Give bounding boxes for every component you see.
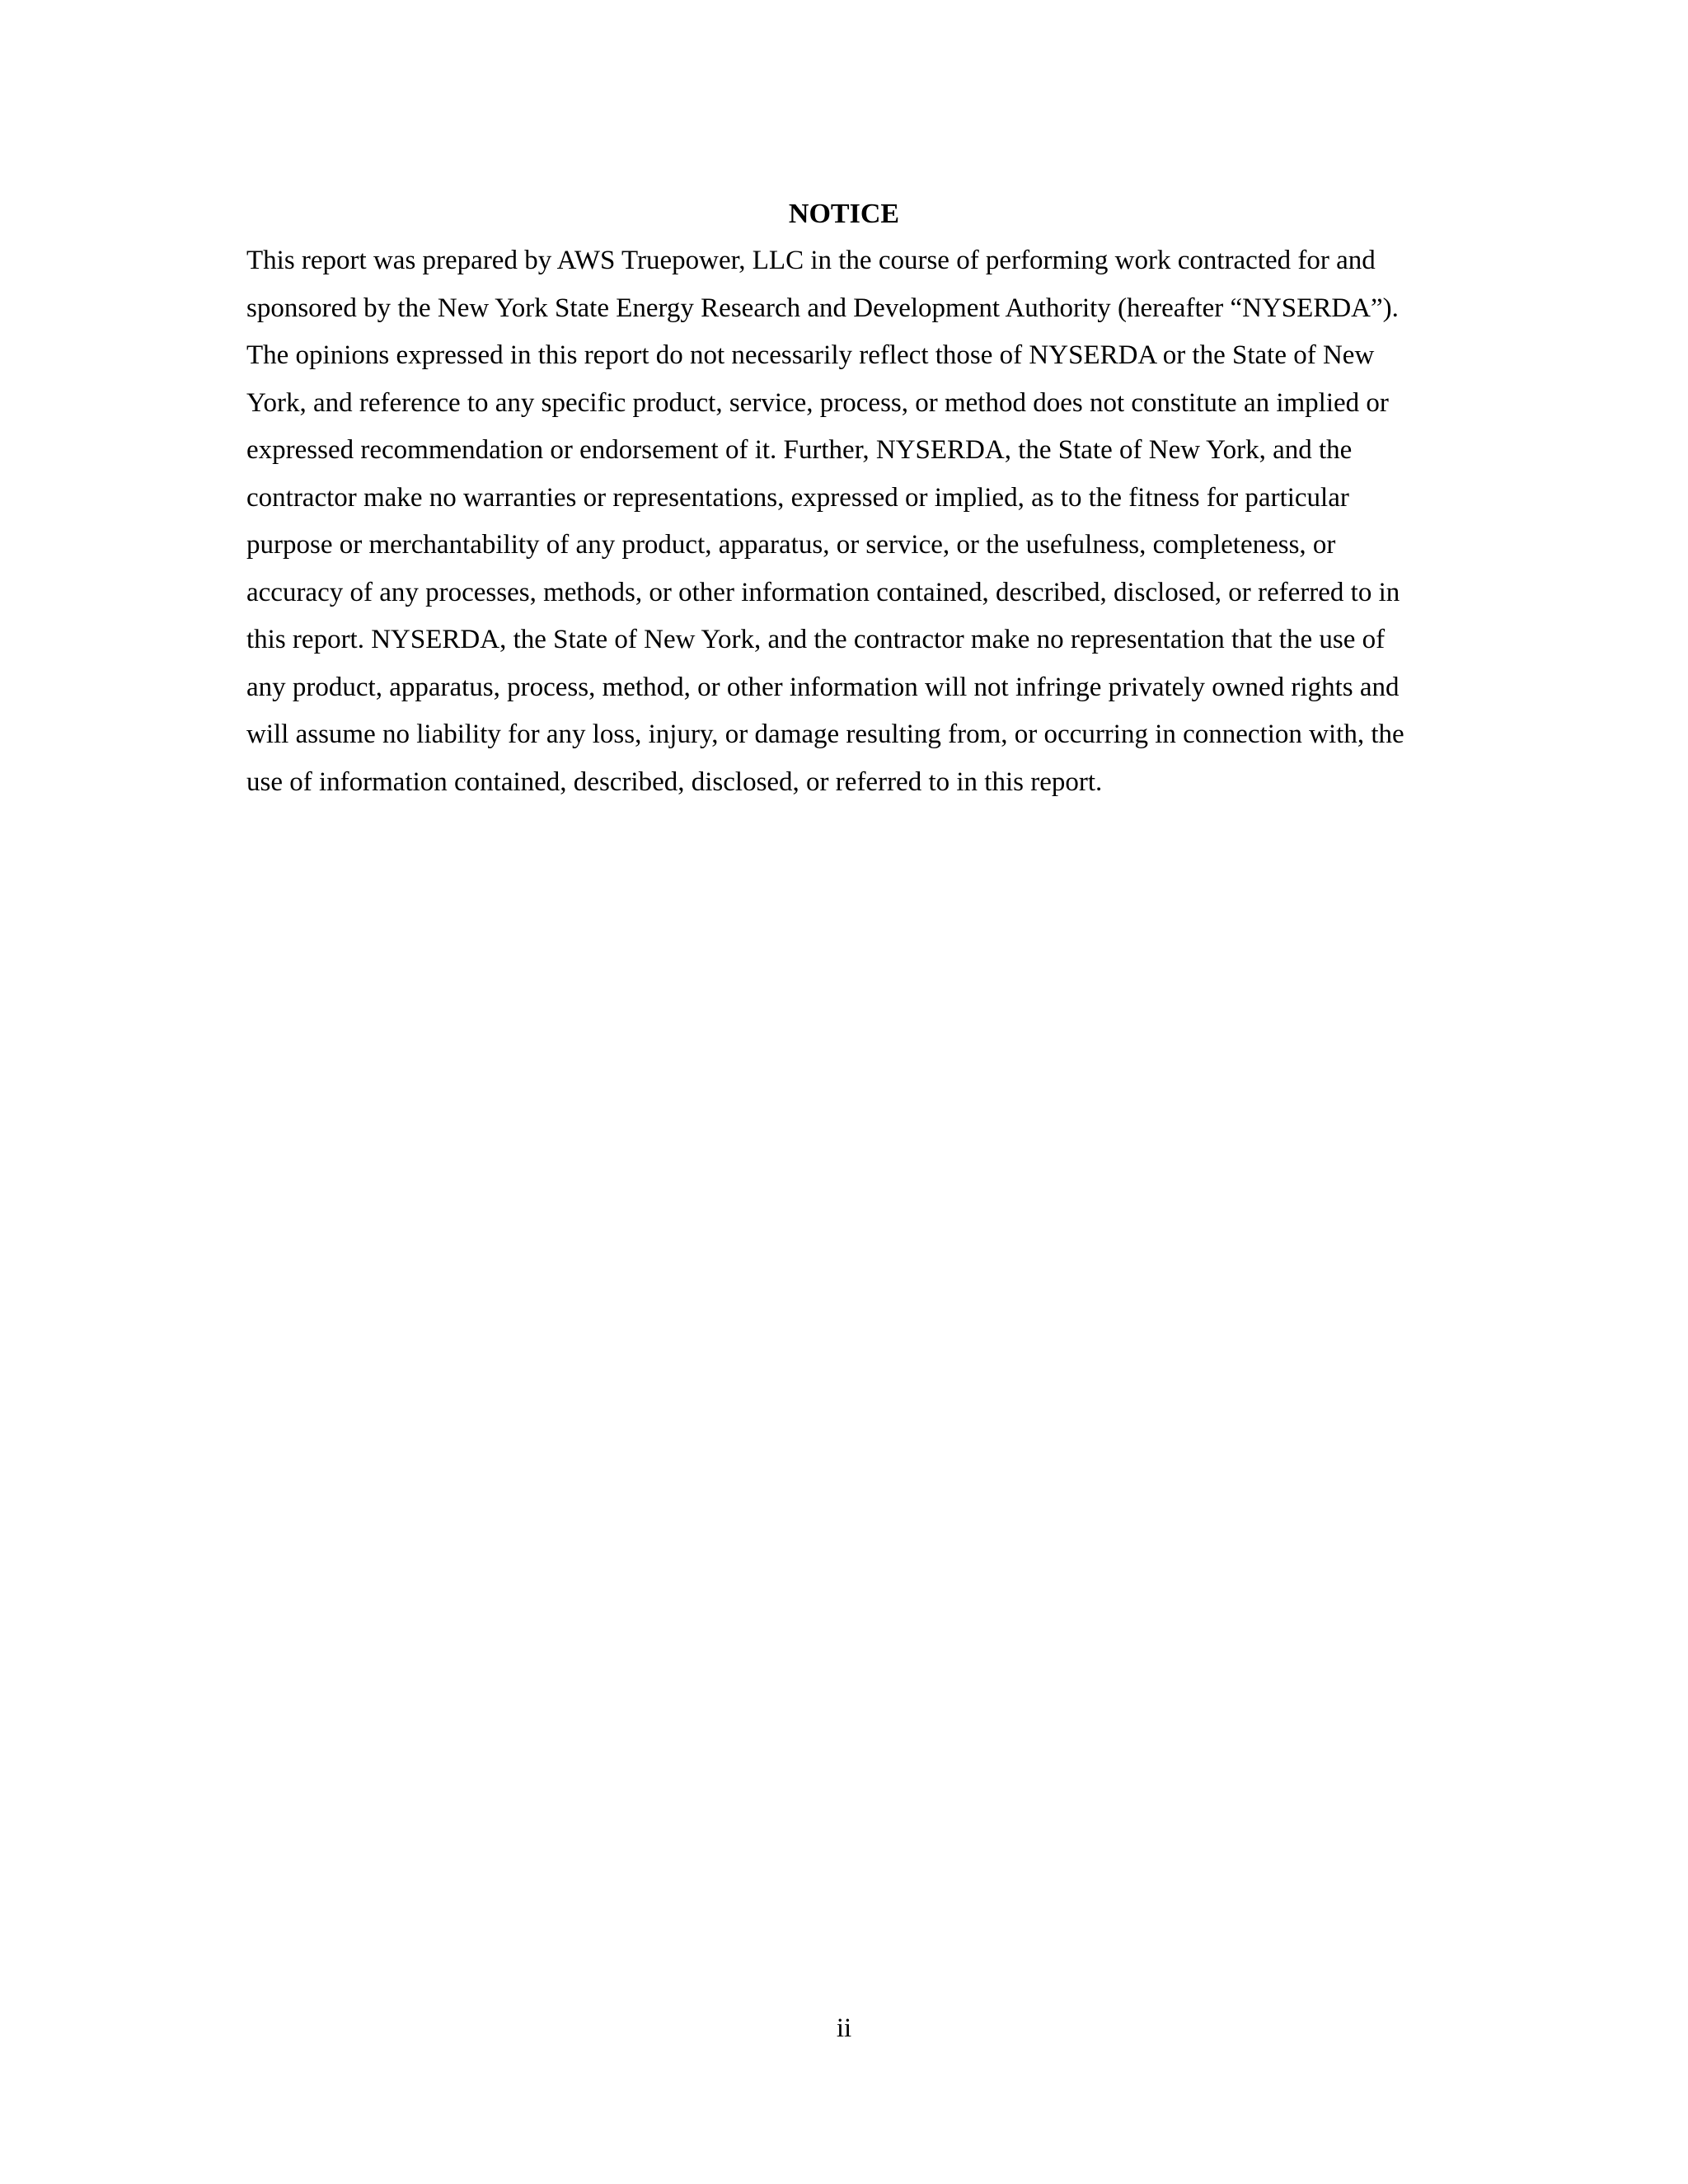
- notice-line: This report was prepared by AWS Truepower, LLC in the course of performing work contracted for and: [246, 246, 1376, 275]
- page-number: ii: [836, 2013, 852, 2043]
- notice-line: The opinions expressed in this report do not necessarily reflect those of NYSERDA or the State of New: [246, 340, 1375, 370]
- notice-line: purpose or merchantability of any product, apparatus, or service, or the usefulness, completeness, or: [246, 530, 1336, 560]
- notice-line: accuracy of any processes, methods, or other information contained, described, disclosed, or referred to in: [246, 577, 1400, 607]
- notice-line: contractor make no warranties or representations, expressed or implied, as to the fitness for particular: [246, 482, 1349, 513]
- notice-body: [246, 237, 1458, 806]
- notice-line: sponsored by the New York State Energy Research and Development Authority (hereafter “NYSERDA”).: [246, 293, 1399, 323]
- notice-line: use of information contained, described, disclosed, or referred to in this report.: [246, 766, 1103, 797]
- notice-line: York, and reference to any specific product, service, process, or method does not constitute an implied or: [246, 387, 1389, 418]
- notice-line: this report. NYSERDA, the State of New York, and the contractor make no representation that the use of: [246, 625, 1386, 654]
- notice-heading: NOTICE: [788, 199, 900, 229]
- notice-line: any product, apparatus, process, method, or other information will not infringe privately owned rights and: [246, 672, 1400, 702]
- notice-line: expressed recommendation or endorsement of it. Further, NYSERDA, the State of New York, and the: [246, 435, 1353, 465]
- notice-line: will assume no liability for any loss, injury, or damage resulting from, or occurring in connection with, the: [246, 719, 1404, 749]
